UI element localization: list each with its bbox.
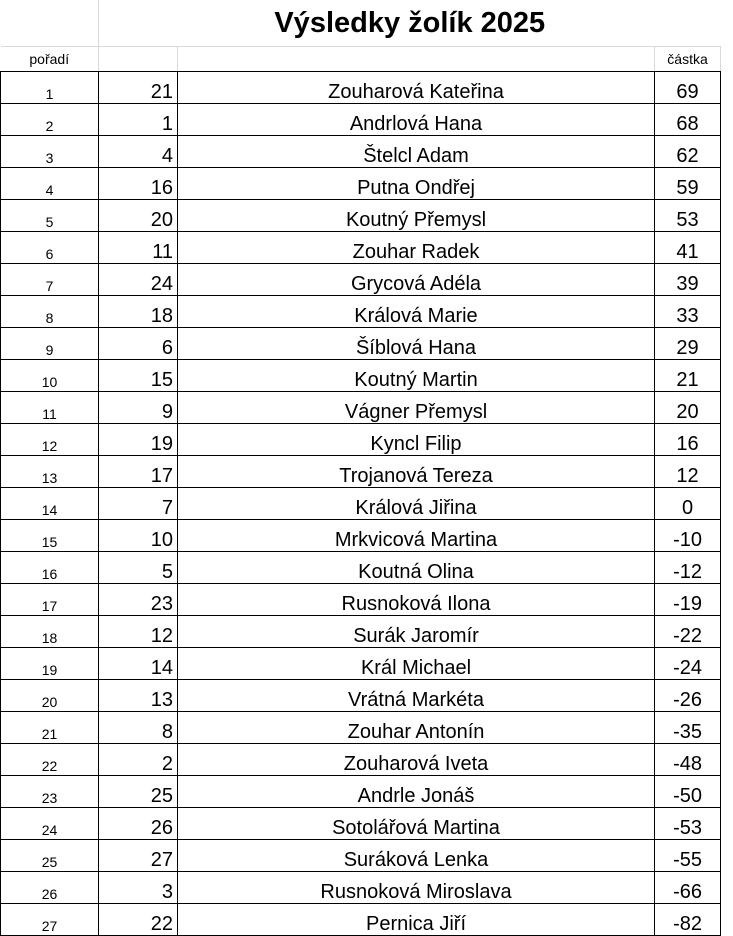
rank-cell[interactable]: 12 (1, 424, 99, 456)
rank-cell[interactable]: 7 (1, 264, 99, 296)
table-row (1, 456, 721, 488)
number-cell[interactable]: 15 (99, 360, 178, 392)
number-cell[interactable]: 2 (99, 744, 178, 776)
rank-cell[interactable]: 26 (1, 872, 99, 904)
amount-cell[interactable]: 20 (655, 392, 721, 424)
rank-cell[interactable]: 1 (1, 72, 99, 104)
name-cell[interactable]: Zouharová Kateřina (178, 72, 655, 104)
table-row (1, 136, 721, 168)
amount-cell[interactable]: 41 (655, 232, 721, 264)
number-cell[interactable]: 13 (99, 680, 178, 712)
number-cell[interactable]: 26 (99, 808, 178, 840)
number-cell[interactable]: 8 (99, 712, 178, 744)
rank-cell[interactable]: 27 (1, 904, 99, 936)
amount-cell[interactable]: -26 (655, 680, 721, 712)
rank-cell[interactable]: 23 (1, 776, 99, 808)
amount-cell[interactable]: 39 (655, 264, 721, 296)
rank-cell[interactable]: 2 (1, 104, 99, 136)
name-cell[interactable]: Koutný Přemysl (178, 200, 655, 232)
header-row (1, 47, 721, 72)
amount-cell[interactable]: -24 (655, 648, 721, 680)
number-cell[interactable]: 4 (99, 136, 178, 168)
table-row (1, 264, 721, 296)
number-cell[interactable]: 25 (99, 776, 178, 808)
table-row (1, 168, 721, 200)
number-cell[interactable]: 6 (99, 328, 178, 360)
table-row (1, 904, 721, 936)
number-cell[interactable]: 1 (99, 104, 178, 136)
amount-cell[interactable]: -50 (655, 776, 721, 808)
rank-cell[interactable]: 11 (1, 392, 99, 424)
name-cell[interactable]: Kyncl Filip (178, 424, 655, 456)
rank-cell[interactable]: 8 (1, 296, 99, 328)
rank-cell[interactable]: 16 (1, 552, 99, 584)
amount-cell[interactable]: 59 (655, 168, 721, 200)
amount-cell[interactable]: 33 (655, 296, 721, 328)
table-row (1, 680, 721, 712)
name-cell[interactable]: Suráková Lenka (178, 840, 655, 872)
number-cell[interactable]: 16 (99, 168, 178, 200)
amount-cell[interactable]: 21 (655, 360, 721, 392)
number-cell[interactable]: 20 (99, 200, 178, 232)
amount-cell[interactable]: 62 (655, 136, 721, 168)
rank-cell[interactable]: 25 (1, 840, 99, 872)
table-row (1, 712, 721, 744)
number-cell[interactable]: 17 (99, 456, 178, 488)
name-cell[interactable]: Zouhar Antonín (178, 712, 655, 744)
table-row (1, 488, 721, 520)
amount-cell[interactable]: 68 (655, 104, 721, 136)
amount-cell[interactable]: -48 (655, 744, 721, 776)
table-row (1, 648, 721, 680)
rank-cell[interactable]: 17 (1, 584, 99, 616)
name-cell[interactable]: Králová Marie (178, 296, 655, 328)
amount-cell[interactable]: -12 (655, 552, 721, 584)
name-cell[interactable]: Král Michael (178, 648, 655, 680)
amount-cell[interactable]: 16 (655, 424, 721, 456)
rank-cell[interactable]: 5 (1, 200, 99, 232)
rank-cell[interactable]: 3 (1, 136, 99, 168)
name-cell[interactable]: Koutný Martin (178, 360, 655, 392)
rank-cell[interactable]: 10 (1, 360, 99, 392)
rank-cell[interactable]: 4 (1, 168, 99, 200)
header-amount[interactable]: částka (655, 47, 721, 72)
amount-cell[interactable]: -66 (655, 872, 721, 904)
amount-cell[interactable]: -82 (655, 904, 721, 936)
table-row (1, 328, 721, 360)
table-row (1, 296, 721, 328)
title-row (1, 0, 721, 47)
name-cell[interactable]: Zouhar Radek (178, 232, 655, 264)
table-row (1, 520, 721, 552)
name-cell[interactable]: Štelcl Adam (178, 136, 655, 168)
amount-cell[interactable]: 53 (655, 200, 721, 232)
name-cell[interactable]: Zouharová Iveta (178, 744, 655, 776)
table-row (1, 776, 721, 808)
amount-cell[interactable]: 0 (655, 488, 721, 520)
empty-cell[interactable] (1, 0, 99, 47)
name-cell[interactable]: Surák Jaromír (178, 616, 655, 648)
name-cell[interactable]: Vrátná Markéta (178, 680, 655, 712)
number-cell[interactable]: 19 (99, 424, 178, 456)
rank-cell[interactable]: 14 (1, 488, 99, 520)
table-row (1, 872, 721, 904)
name-cell[interactable]: Putna Ondřej (178, 168, 655, 200)
rank-cell[interactable]: 19 (1, 648, 99, 680)
name-cell[interactable]: Vágner Přemysl (178, 392, 655, 424)
amount-cell[interactable]: -35 (655, 712, 721, 744)
number-cell[interactable]: 7 (99, 488, 178, 520)
table-row (1, 424, 721, 456)
amount-cell[interactable]: 29 (655, 328, 721, 360)
rank-cell[interactable]: 20 (1, 680, 99, 712)
table-row (1, 104, 721, 136)
header-rank[interactable]: pořadí (1, 47, 99, 72)
name-cell[interactable]: Pernica Jiří (178, 904, 655, 936)
table-row (1, 392, 721, 424)
name-cell[interactable]: Králová Jiřina (178, 488, 655, 520)
name-cell[interactable]: Andrlová Hana (178, 104, 655, 136)
amount-cell[interactable]: 12 (655, 456, 721, 488)
name-cell[interactable]: Rusnoková Ilona (178, 584, 655, 616)
amount-cell[interactable]: -53 (655, 808, 721, 840)
name-cell[interactable]: Trojanová Tereza (178, 456, 655, 488)
rank-cell[interactable]: 6 (1, 232, 99, 264)
number-cell[interactable]: 5 (99, 552, 178, 584)
rank-cell[interactable]: 18 (1, 616, 99, 648)
table-row (1, 584, 721, 616)
table-row (1, 200, 721, 232)
number-cell[interactable]: 3 (99, 872, 178, 904)
name-cell[interactable]: Andrle Jonáš (178, 776, 655, 808)
rank-cell[interactable]: 21 (1, 712, 99, 744)
header-empty-number[interactable] (99, 47, 178, 72)
name-cell[interactable]: Grycová Adéla (178, 264, 655, 296)
number-cell[interactable]: 23 (99, 584, 178, 616)
page-title[interactable]: Výsledky žolík 2025 (99, 0, 721, 47)
number-cell[interactable]: 27 (99, 840, 178, 872)
number-cell[interactable]: 11 (99, 232, 178, 264)
table-row (1, 232, 721, 264)
table-row (1, 808, 721, 840)
amount-cell[interactable]: -55 (655, 840, 721, 872)
name-cell[interactable]: Sotolářová Martina (178, 808, 655, 840)
amount-cell[interactable]: -19 (655, 584, 721, 616)
rank-cell[interactable]: 22 (1, 744, 99, 776)
table-row (1, 744, 721, 776)
name-cell[interactable]: Rusnoková Miroslava (178, 872, 655, 904)
table-row (1, 840, 721, 872)
table-row (1, 552, 721, 584)
number-cell[interactable]: 12 (99, 616, 178, 648)
rank-cell[interactable]: 15 (1, 520, 99, 552)
amount-cell[interactable]: -22 (655, 616, 721, 648)
header-empty-name[interactable] (178, 47, 655, 72)
number-cell[interactable]: 10 (99, 520, 178, 552)
rank-cell[interactable]: 24 (1, 808, 99, 840)
name-cell[interactable]: Šíblová Hana (178, 328, 655, 360)
number-cell[interactable]: 9 (99, 392, 178, 424)
number-cell[interactable]: 22 (99, 904, 178, 936)
number-cell[interactable]: 14 (99, 648, 178, 680)
rank-cell[interactable]: 13 (1, 456, 99, 488)
name-cell[interactable]: Koutná Olina (178, 552, 655, 584)
number-cell[interactable]: 21 (99, 72, 178, 104)
table-row (1, 616, 721, 648)
rank-cell[interactable]: 9 (1, 328, 99, 360)
name-cell[interactable]: Mrkvicová Martina (178, 520, 655, 552)
amount-cell[interactable]: -10 (655, 520, 721, 552)
number-cell[interactable]: 24 (99, 264, 178, 296)
table-row (1, 360, 721, 392)
number-cell[interactable]: 18 (99, 296, 178, 328)
table-row (1, 72, 721, 104)
amount-cell[interactable]: 69 (655, 72, 721, 104)
